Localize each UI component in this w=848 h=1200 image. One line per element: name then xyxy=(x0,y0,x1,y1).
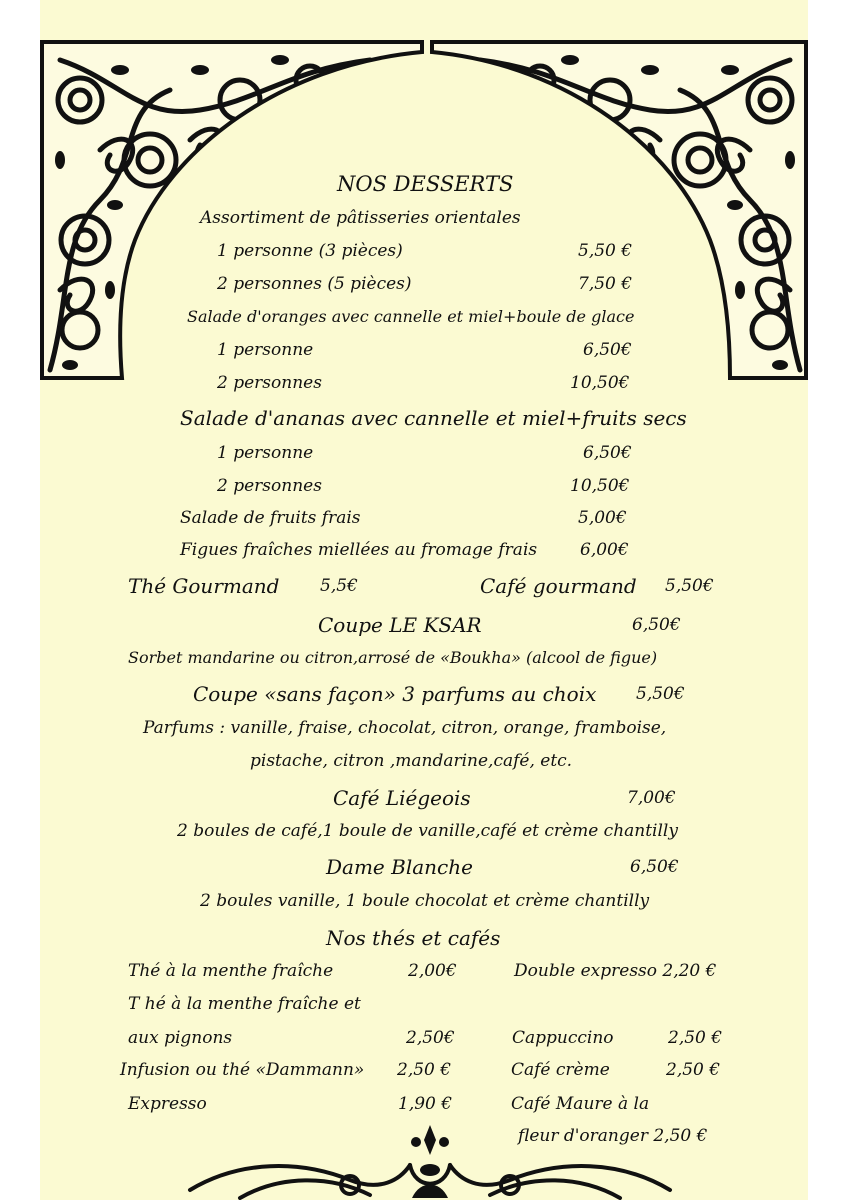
expresso-price: 1,90 € xyxy=(398,1094,453,1114)
sansfacon-parfums-1: Parfums : vanille, fraise, chocolat, citron, orange, framboise, xyxy=(143,718,667,738)
the-gourmand-price: 5,5€ xyxy=(320,576,358,596)
infusion-price: 2,50 € xyxy=(397,1060,452,1080)
cappuccino-label: Cappuccino xyxy=(512,1028,614,1048)
oranges-row-1-label: 1 personne xyxy=(217,340,314,360)
drinks-title: Nos thés et cafés xyxy=(326,926,501,950)
cafe-maure-line-2: fleur d'oranger 2,50 € xyxy=(518,1126,708,1146)
liegeois-label: Café Liégeois xyxy=(333,786,471,810)
the-pignons-line-2: aux pignons xyxy=(128,1028,233,1048)
patisseries-row-2-price: 7,50 € xyxy=(578,274,633,294)
ananas-row-2-price: 10,50€ xyxy=(570,476,630,496)
ksar-price: 6,50€ xyxy=(632,615,681,635)
patisseries-row-2-label: 2 personnes (5 pièces) xyxy=(217,274,412,294)
the-menthe-label: Thé à la menthe fraîche xyxy=(128,961,334,981)
fruits-label: Salade de fruits frais xyxy=(180,508,361,528)
cappuccino-price: 2,50 € xyxy=(668,1028,723,1048)
bottom-flourish xyxy=(180,1120,680,1200)
dame-desc: 2 boules vanille, 1 boule chocolat et crème chantilly xyxy=(200,891,650,911)
oranges-row-2-label: 2 personnes xyxy=(217,373,322,393)
ananas-row-1-label: 1 personne xyxy=(217,443,314,463)
fruits-price: 5,00€ xyxy=(578,508,627,528)
dame-label: Dame Blanche xyxy=(326,855,473,879)
patisseries-label: Assortiment de pâtisseries orientales xyxy=(200,208,521,228)
cafe-creme-label: Café crème xyxy=(511,1060,610,1080)
expresso-label: Expresso xyxy=(128,1094,207,1114)
the-gourmand-label: Thé Gourmand xyxy=(128,574,280,598)
cafe-gourmand-price: 5,50€ xyxy=(665,576,714,596)
figues-price: 6,00€ xyxy=(580,540,629,560)
figues-label: Figues fraîches miellées au fromage frais xyxy=(180,540,538,560)
liegeois-desc: 2 boules de café,1 boule de vanille,café et crème chantilly xyxy=(177,821,678,841)
ksar-label: Coupe LE KSAR xyxy=(318,613,482,637)
patisseries-row-1-price: 5,50 € xyxy=(578,241,633,261)
sansfacon-price: 5,50€ xyxy=(636,684,685,704)
the-pignons-price: 2,50€ xyxy=(406,1028,455,1048)
cafe-creme-price: 2,50 € xyxy=(666,1060,721,1080)
oranges-label: Salade d'oranges avec cannelle et miel+boule de glace xyxy=(187,307,635,326)
sansfacon-parfums-2: pistache, citron ,mandarine,café, etc. xyxy=(250,751,573,771)
dame-price: 6,50€ xyxy=(630,857,679,877)
sansfacon-label: Coupe «sans façon» 3 parfums au choix xyxy=(193,682,597,706)
oranges-row-2-price: 10,50€ xyxy=(570,373,630,393)
cafe-gourmand-label: Café gourmand xyxy=(480,574,637,598)
ananas-row-1-price: 6,50€ xyxy=(583,443,632,463)
menu-title: NOS DESSERTS xyxy=(337,172,514,196)
ananas-label: Salade d'ananas avec cannelle et miel+fruits secs xyxy=(180,406,687,430)
infusion-label: Infusion ou thé «Dammann» xyxy=(120,1060,365,1080)
ksar-desc: Sorbet mandarine ou citron,arrosé de «Boukha» (alcool de figue) xyxy=(128,648,658,667)
menu-page xyxy=(40,0,808,1200)
patisseries-row-1-label: 1 personne (3 pièces) xyxy=(217,241,403,261)
oranges-row-1-price: 6,50€ xyxy=(583,340,632,360)
the-pignons-line-1: T hé à la menthe fraîche et xyxy=(128,994,361,1014)
the-menthe-price: 2,00€ xyxy=(408,961,457,981)
cafe-maure-line-1: Café Maure à la xyxy=(511,1094,650,1114)
liegeois-price: 7,00€ xyxy=(627,788,676,808)
ananas-row-2-label: 2 personnes xyxy=(217,476,322,496)
double-expresso: Double expresso 2,20 € xyxy=(514,961,717,981)
